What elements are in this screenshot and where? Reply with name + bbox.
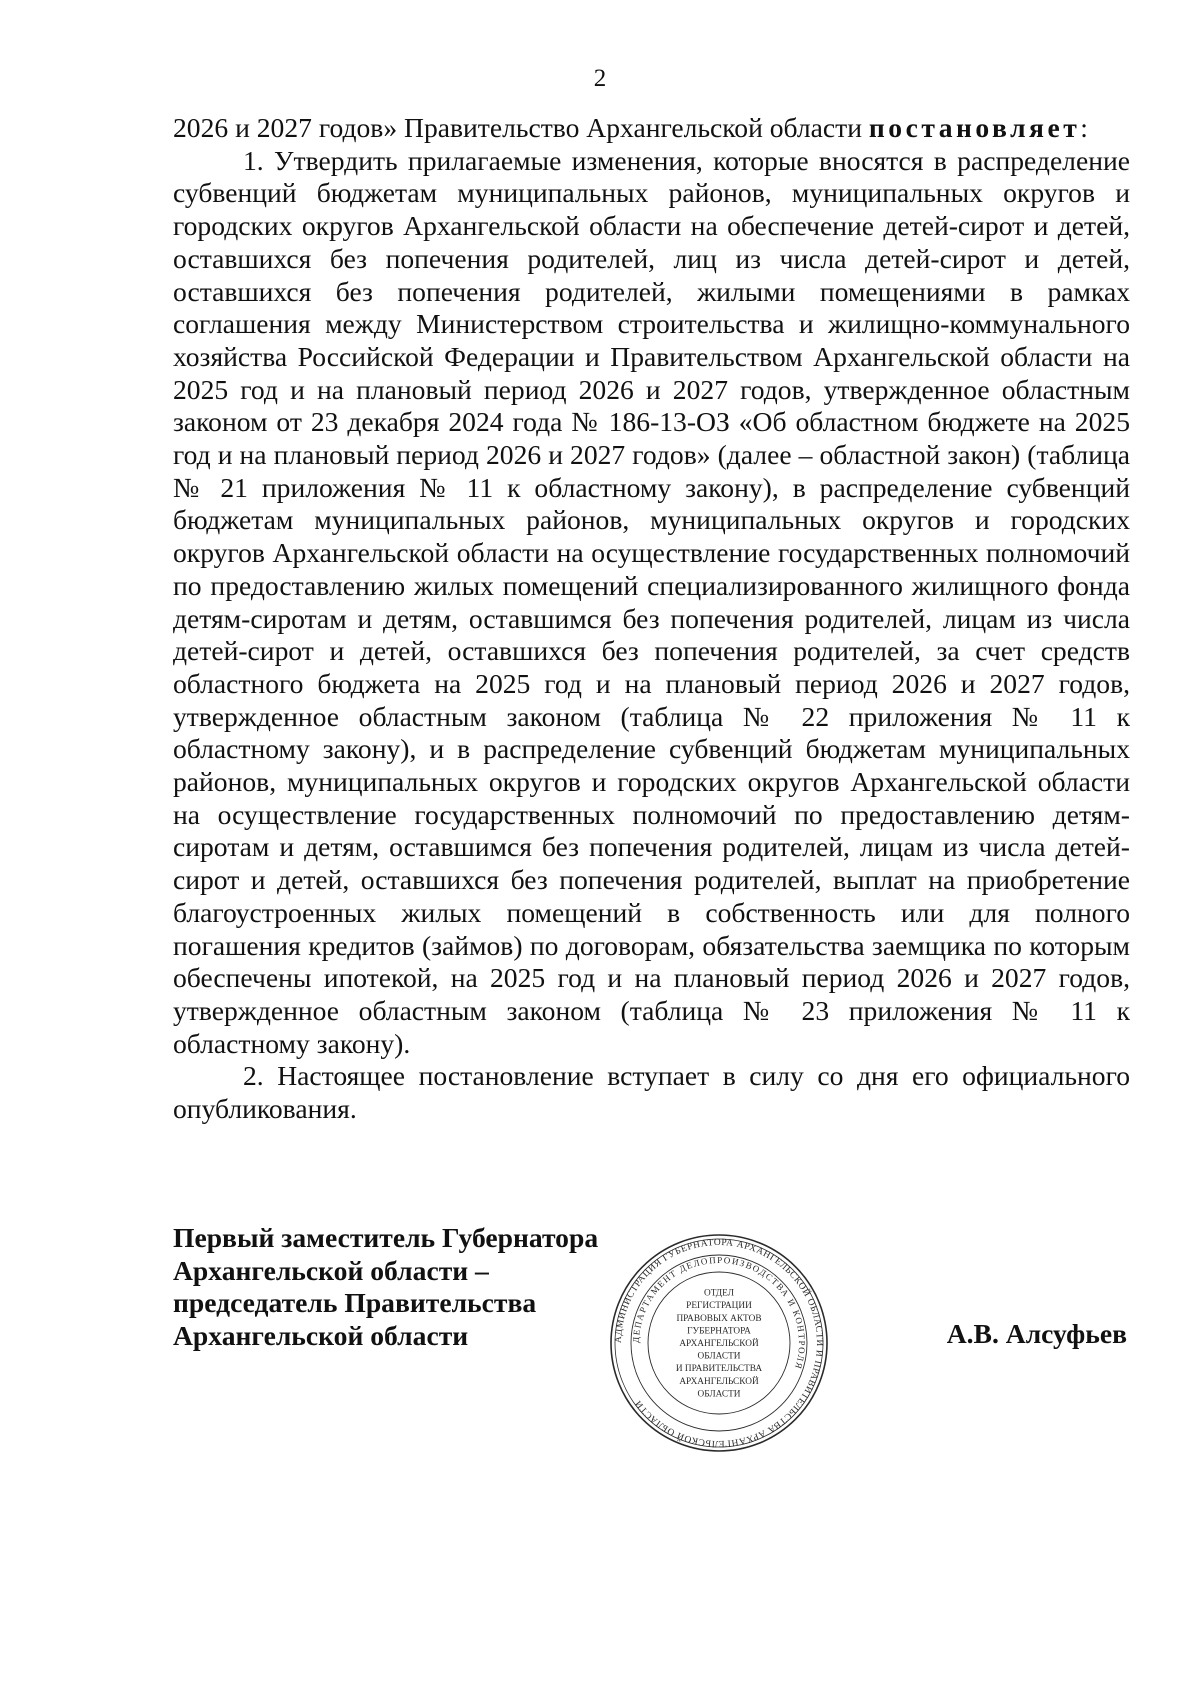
signatory-title-line-1: Первый заместитель Губернатора <box>173 1222 599 1253</box>
stamp-center-line: ОТДЕЛ <box>703 1288 735 1299</box>
paragraph-intro <box>173 112 1130 145</box>
signatory-title-line-4: Архангельской области <box>173 1319 469 1351</box>
page-number: 2 <box>593 65 607 92</box>
paragraph-2: 2. Настоящее постановление вступает в силу со дня его официального опубликования. <box>173 1060 1130 1125</box>
resolution-keyword: постановляет <box>868 112 1081 143</box>
intro-text: 2026 и 2027 годов» Правительство Архангельской области <box>173 112 869 143</box>
stamp-center-line: АРХАНГЕЛЬСКОЙ <box>679 1376 759 1387</box>
signatory-name: А.В. Алсуфьев <box>946 1318 1127 1349</box>
stamp-center-line: ПРАВОВЫХ АКТОВ <box>676 1313 762 1324</box>
stamp-center-line: ОБЛАСТИ <box>697 1351 741 1362</box>
signatory-title-line-3: председатель Правительства <box>173 1287 537 1318</box>
stamp-center-line: РЕГИСТРАЦИИ <box>686 1301 752 1312</box>
stamp-center-line: ОБЛАСТИ <box>697 1389 741 1400</box>
document-body <box>173 112 1130 1126</box>
stamp-seal-graphic <box>608 1232 830 1454</box>
official-stamp <box>608 1232 830 1454</box>
paragraph-1: 1. Утвердить прилагаемые изменения, которые вносятся в распределение субвенций бюджетам муниципальных районов, муниципальных округов и городских округов Архангельской области на обеспечение детей-сирот и детей, оставшихся без попечения родителей, лиц из числа детей-сирот и детей, оставшихся без попечения родителей, жилыми помещениями в рамках соглашения между Министерством строительства и жилищно-коммунального хозяйства Российской Федерации и Правительством Архангельской области на 2025 год и на плановый период 2026 и 2027 годов, утвержденное областным законом от 23 декабря 2024 года № 186-13-ОЗ «Об областном бюджете на 2025 год и на плановый период 2026 и 2027 годов» (далее – областной закон) (таблица № 21 приложения № 11 к областному закону), в распределение субвенций бюджетам муниципальных районов, муниципальных округов и городских округов Архангельской области на осуществление государственных полномочий по предоставлению жилых помещений специализированного жилищного фонда детям-сиротам и детям, оставшимся без попечения родителей, лицам из числа детей-сирот и детей, оставшихся без попечения родителей, за счет средств областного бюджета на 2025 год и на плановый период 2026 и 2027 годов, утвержденное областным законом (таблица № 22 приложения № 11 к областному закону), и в распределение субвенций бюджетам муниципальных районов, муниципальных округов и городских округов Архангельской области на осуществление государственных полномочий по предоставлению детям-сиротам и детям, оставшимся без попечения родителей, лицам из числа детей-сирот и детей, оставшихся без попечения родителей, выплат на приобретение благоустроенных жилых помещений в собственность или для полного погашения кредитов (займов) по договорам, обязательства заемщика по которым обеспечены ипотекой, на 2025 год и на плановый период 2026 и 2027 годов, утвержденное областным законом (таблица № 23 приложения № 11 к областному закону). <box>173 144 1130 1059</box>
stamp-outer-ring-text: АДМИНИСТРАЦИЯ ГУБЕРНАТОРА АРХАНГЕЛЬСКОЙ ОБЛАСТИ И ПРАВИТЕЛЬСТВА АРХАНГЕЛЬСКОЙ ОБЛАСТИ <box>613 1237 825 1449</box>
stamp-center-text <box>676 1289 763 1400</box>
signatory-title-line-2: Архангельской области – <box>173 1254 489 1286</box>
intro-tail: : <box>1080 112 1088 143</box>
signatory-title <box>173 1222 598 1352</box>
stamp-center-line: И ПРАВИТЕЛЬСТВА <box>675 1364 763 1375</box>
stamp-inner-ring-text: ДЕПАРТАМЕНТ ДЕЛОПРОИЗВОДСТВА И КОНТРОЛЯ <box>630 1254 808 1372</box>
stamp-center-line: АРХАНГЕЛЬСКОЙ <box>679 1339 759 1349</box>
stamp-center-line: ГУБЕРНАТОРА <box>687 1326 751 1337</box>
